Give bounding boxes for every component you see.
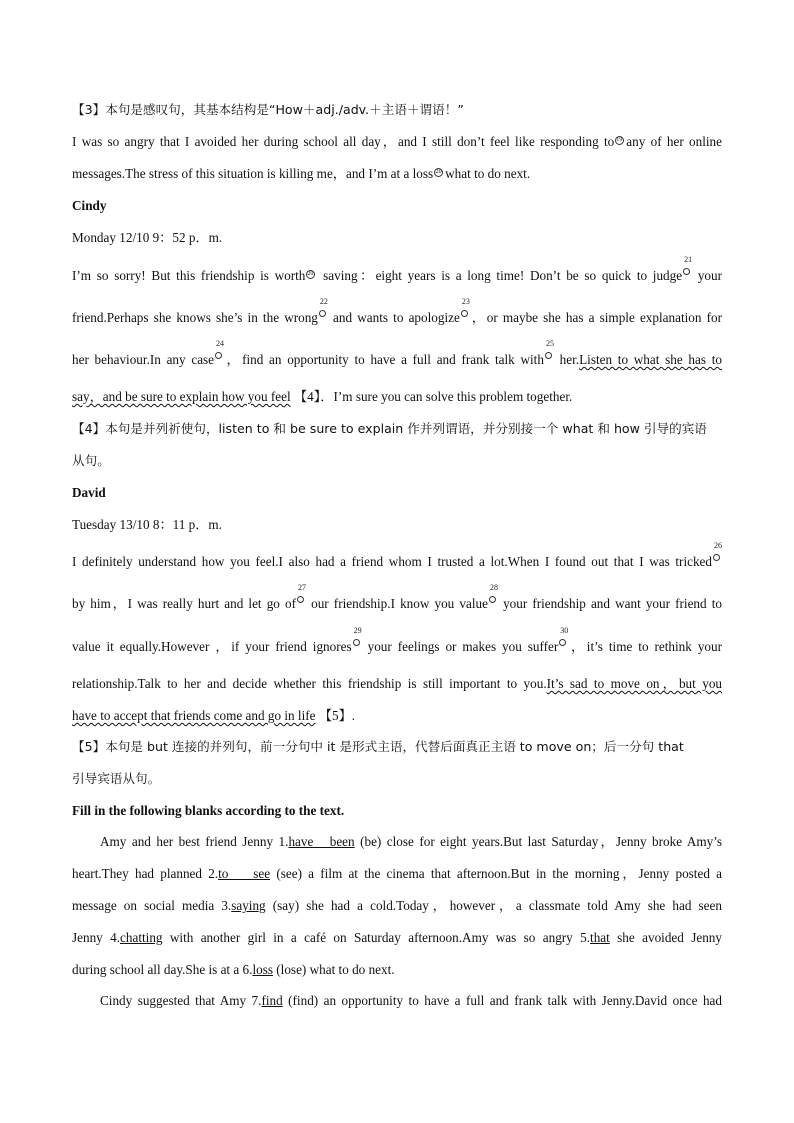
note-5-line1: 【5】本句是 but 连接的并列句，前一分句中 it 是形式主语，代替后面真正主语 to move on；后一分句 that [72, 739, 684, 754]
footnote-number: 24 [216, 339, 225, 348]
david-line3 [72, 626, 722, 656]
note-3 [72, 101, 722, 119]
circle-mark-icon [545, 339, 554, 359]
cindy-time: Monday 12/10 9：52 p．m. [72, 230, 223, 245]
footnote-number: 28 [489, 583, 498, 592]
text-span: she avoided Jenny [609, 930, 722, 945]
text-span: her. [553, 352, 580, 367]
cindy-line4 [72, 388, 722, 406]
cindy-line3 [72, 339, 722, 369]
text-span: Cindy suggested that Amy 7. [100, 993, 262, 1008]
exercise-line5 [72, 961, 722, 979]
exercise-line2 [72, 865, 722, 883]
circle-mark-icon [319, 297, 328, 317]
circle-mark-icon [559, 626, 569, 646]
cindy-line1 [72, 255, 722, 285]
text-span: saving：eight years is a long time! Don’t be so quick to judge [317, 268, 683, 283]
david-line1 [72, 541, 722, 571]
footnote-number: 21 [684, 255, 693, 264]
footnote-number: 27 [298, 583, 306, 592]
para1-line1 [72, 133, 722, 151]
text-span: her behaviour.In any case [72, 352, 215, 367]
text-span: Jenny 4. [72, 930, 121, 945]
exercise-line3 [72, 897, 722, 915]
text-span: relationship.Talk to her and decide whether this friendship is still important to you. [72, 676, 547, 691]
exercise-line6 [100, 992, 722, 1010]
text-span: your [692, 268, 722, 283]
circle-mark-icon [489, 583, 498, 603]
text-span: I was so angry that I avoided her during school all day，and I still don’t feel like responding to [72, 134, 615, 149]
footnote-number: 25 [545, 339, 554, 348]
text-span: friend.Perhaps she knows she’s in the wrong [72, 310, 318, 325]
footnote-icon: 20 [435, 169, 442, 175]
text-span: messages.The stress of this situation is killing me，and I’m at a loss [72, 166, 434, 181]
answer-blank-1: have been [288, 834, 355, 849]
exercise-line1 [100, 833, 722, 851]
footnote-number: 23 [461, 297, 470, 306]
text-span: value it equally.However ，if your friend ignores [72, 639, 352, 654]
wavy-underlined-text: say，and be sure to explain how you feel [72, 389, 291, 404]
text-span: (see) a film at the cinema that afternoon.But in the morning，Jenny posted a [270, 866, 722, 881]
text-span: I definitely understand how you feel.I also had a friend whom I trusted a lot.When I found out that I was tricked [72, 554, 712, 569]
circle-mark-icon [461, 297, 470, 317]
david-line2 [72, 583, 722, 613]
text-span: message on social media 3. [72, 898, 232, 913]
text-span: our friendship.I know you value [306, 596, 488, 611]
note-4-line2: 从句。 [72, 453, 110, 468]
text-span: with another girl in a café on Saturday afternoon.Amy was so angry 5. [162, 930, 591, 945]
footnote-icon: 19 [616, 137, 623, 143]
note-3-body: 本句是感叹句，其基本结构是“How＋adj./adv.＋主语＋谓语！” [105, 102, 464, 117]
para1-line2 [72, 165, 722, 183]
wavy-underlined-text: have to accept that friends come and go in life [72, 708, 316, 723]
circle-mark-icon [297, 583, 306, 603]
text-span: your feelings or makes you suffer [361, 639, 559, 654]
wavy-underlined-text: It’s sad to move on，but you [546, 676, 723, 691]
answer-blank-5: that [590, 930, 610, 945]
exercise-heading: Fill in the following blanks according to the text. [72, 803, 345, 818]
circle-mark-icon [683, 255, 693, 275]
text-span: ，it’s time to rethink your [568, 639, 722, 654]
text-span: I’m so sorry! But this friendship is worth [72, 268, 306, 283]
text-span: (find) an opportunity to have a full and frank talk with Jenny.David once had [282, 993, 722, 1008]
text-span: what to do next. [445, 166, 531, 181]
answer-blank-3: saying [231, 898, 266, 913]
answer-blank-7: find [261, 993, 283, 1008]
footnote-number: 26 [714, 541, 722, 550]
footnote-number: 29 [353, 626, 362, 635]
cindy-line2 [72, 297, 723, 327]
exercise-line4 [72, 929, 722, 947]
footnote-icon: 20 [307, 271, 314, 277]
david-name: David [72, 485, 106, 500]
note-3-text: 【3】 [72, 102, 106, 117]
note-5-line2: 引导宾语从句。 [72, 771, 161, 786]
answer-blank-2: to see [218, 866, 271, 881]
text-span: (be) close for eight years.But last Saturday，Jenny broke Amy’s [354, 834, 722, 849]
text-span: during school all day.She is at a 6. [72, 962, 253, 977]
text-span: 【4】．I’m sure you can solve this problem together. [290, 389, 573, 404]
text-span: ，or maybe she has a simple explanation for [469, 310, 723, 325]
circle-mark-icon [215, 339, 225, 359]
text-span: by him，I was really hurt and let go of [72, 596, 296, 611]
david-line4 [72, 675, 722, 693]
david-line5 [72, 707, 722, 725]
text-span: and wants to apologize [327, 310, 460, 325]
text-span: heart.They had planned 2. [72, 866, 219, 881]
text-span: (say) she had a cold.Today，however，a classmate told Amy she had seen [265, 898, 722, 913]
footnote-number: 22 [319, 297, 328, 306]
wavy-underlined-text: Listen to what she has to [579, 352, 722, 367]
answer-blank-4: chatting [120, 930, 163, 945]
text-span: any of her online [626, 134, 723, 149]
note-4-line1: 【4】本句是并列祈使句，listen to 和 be sure to explain 作并列谓语，并分别接一个 what 和 how 引导的宾语 [72, 421, 707, 436]
text-span: your friendship and want your friend to [497, 596, 722, 611]
cindy-name: Cindy [72, 198, 107, 213]
circle-mark-icon [353, 626, 362, 646]
text-span: Amy and her best friend Jenny 1. [100, 834, 289, 849]
text-span: (lose) what to do next. [272, 962, 395, 977]
text-span: 【5】. [315, 708, 356, 723]
text-span: ，find an opportunity to have a full and frank talk with [224, 352, 544, 367]
circle-mark-icon [713, 541, 722, 561]
footnote-number: 30 [560, 626, 569, 635]
david-time: Tuesday 13/10 8：11 p．m. [72, 517, 222, 532]
answer-blank-6: loss [252, 962, 273, 977]
